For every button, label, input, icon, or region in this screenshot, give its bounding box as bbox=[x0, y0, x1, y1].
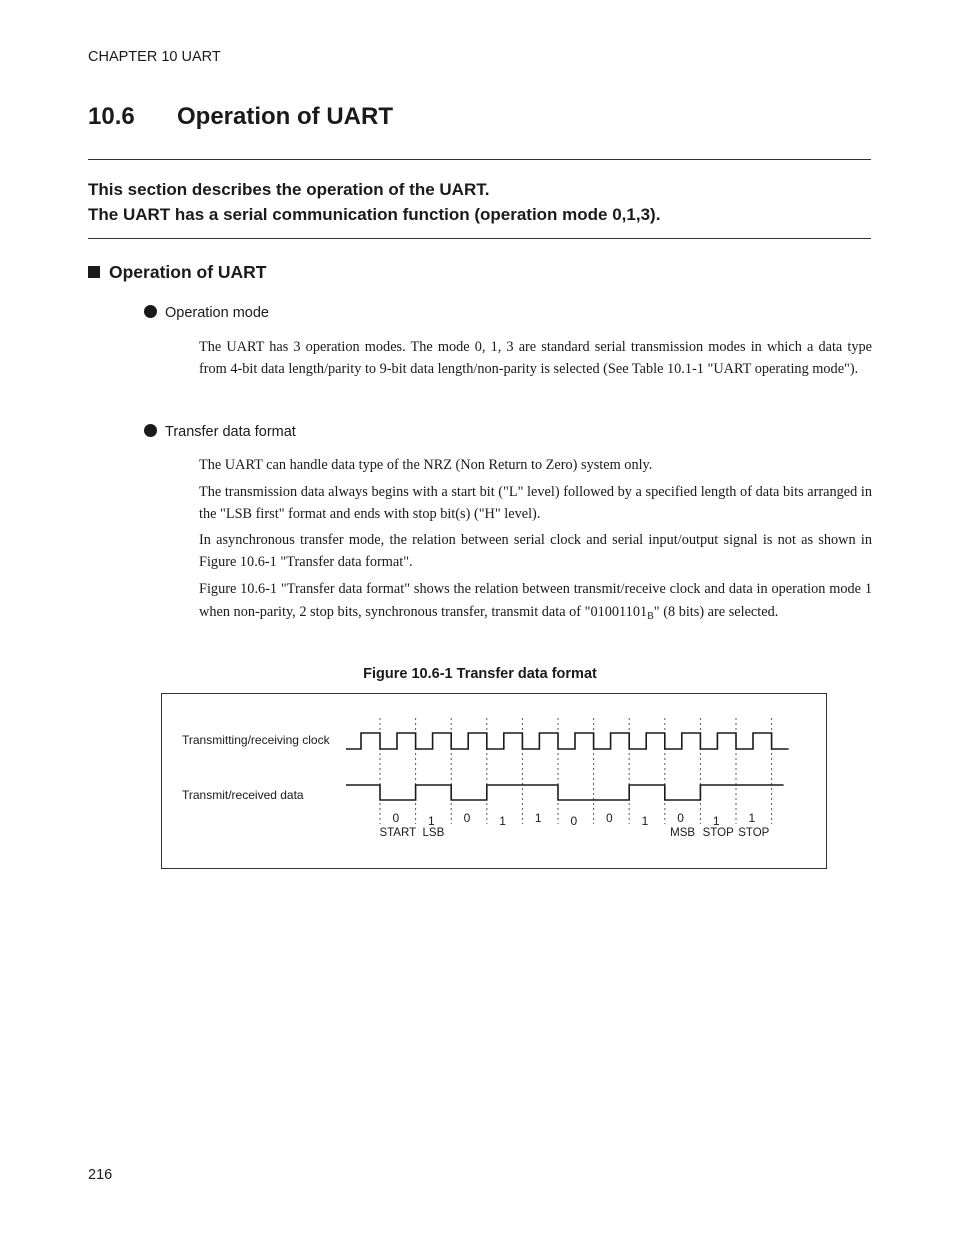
bit-value-label: 0 bbox=[392, 811, 400, 825]
subsection-heading bbox=[88, 262, 267, 283]
circle-bullet-icon bbox=[144, 305, 157, 318]
data-label: Transmit/received data bbox=[182, 788, 304, 802]
summary-line-1: This section describes the operation of the UART. bbox=[88, 180, 490, 199]
section-summary bbox=[88, 177, 660, 227]
operation-mode-heading bbox=[144, 305, 269, 321]
bit-value-label: 1 bbox=[534, 811, 542, 825]
section-number: 10.6 bbox=[88, 103, 135, 130]
bit-tag-label: STOP bbox=[702, 827, 734, 839]
figure-caption: Figure 10.6-1 Transfer data format bbox=[363, 666, 597, 682]
bit-value-label: 1 bbox=[712, 814, 720, 828]
transfer-paragraph-3: In asynchronous transfer mode, the relation between serial clock and serial input/output signal is not as shown in Figure 10.6-1 "Transfer data format". bbox=[199, 532, 872, 570]
transfer-paragraph-2: The transmission data always begins with a start bit ("L" level) followed by a specified length of data bits arranged in the "LSB first" format and ends with stop bit(s) ("H" level). bbox=[199, 484, 872, 522]
square-bullet-icon bbox=[88, 266, 100, 278]
transfer-format-label: Transfer data format bbox=[165, 424, 296, 440]
bit-value-label: 1 bbox=[641, 814, 649, 828]
bit-value-label: 1 bbox=[748, 811, 756, 825]
operation-mode-label: Operation mode bbox=[165, 305, 269, 321]
bit-tag-label: STOP bbox=[738, 827, 770, 839]
page-number: 216 bbox=[88, 1167, 113, 1183]
subsection-title: Operation of UART bbox=[109, 262, 267, 282]
binary-subscript: B bbox=[647, 611, 654, 622]
bit-value-label: 0 bbox=[606, 811, 613, 825]
clock-label: Transmitting/receiving clock bbox=[182, 733, 330, 747]
top-rule bbox=[88, 159, 871, 160]
circle-bullet-icon bbox=[144, 424, 157, 437]
section-title bbox=[88, 103, 393, 131]
bottom-rule bbox=[88, 238, 871, 239]
transfer-paragraph-4-text: Figure 10.6-1 "Transfer data format" shows the relation between transmit/receive clock and data in operation mode 1 when non-parity, 2 stop bits, synchronous transfer, transmit data of "01001101 bbox=[199, 581, 872, 620]
bit-tag-label: START bbox=[379, 827, 417, 839]
bit-tag-label: MSB bbox=[670, 827, 696, 839]
transfer-paragraph-1: The UART can handle data type of the NRZ (Non Return to Zero) system only. bbox=[199, 457, 653, 473]
clock-waveform bbox=[346, 733, 789, 749]
section-title-text: Operation of UART bbox=[177, 103, 393, 130]
operation-mode-paragraph: The UART has 3 operation modes. The mode 0, 1, 3 are standard serial transmission modes in which a data type from 4-bit data length/parity to 9-bit data length/non-parity is selected (See Table 10.1-1 "UART operating mode"). bbox=[199, 339, 872, 377]
bit-tag-label: LSB bbox=[422, 827, 445, 839]
data-waveform bbox=[346, 785, 784, 800]
chapter-header: CHAPTER 10 UART bbox=[88, 49, 221, 65]
bit-value-label: 0 bbox=[463, 811, 471, 825]
bit-value-label: 1 bbox=[499, 814, 506, 828]
summary-line-2: The UART has a serial communication function (operation mode 0,1,3). bbox=[88, 205, 661, 224]
figure-box bbox=[161, 693, 827, 869]
bit-value-label: 0 bbox=[677, 811, 684, 825]
transfer-paragraph-4 bbox=[199, 578, 872, 628]
transfer-paragraph-4-end: " (8 bits) are selected. bbox=[653, 604, 779, 620]
bit-value-label: 1 bbox=[428, 814, 435, 828]
bit-value-label: 0 bbox=[570, 814, 578, 828]
transfer-format-heading bbox=[144, 424, 296, 440]
timing-diagram bbox=[162, 694, 826, 868]
